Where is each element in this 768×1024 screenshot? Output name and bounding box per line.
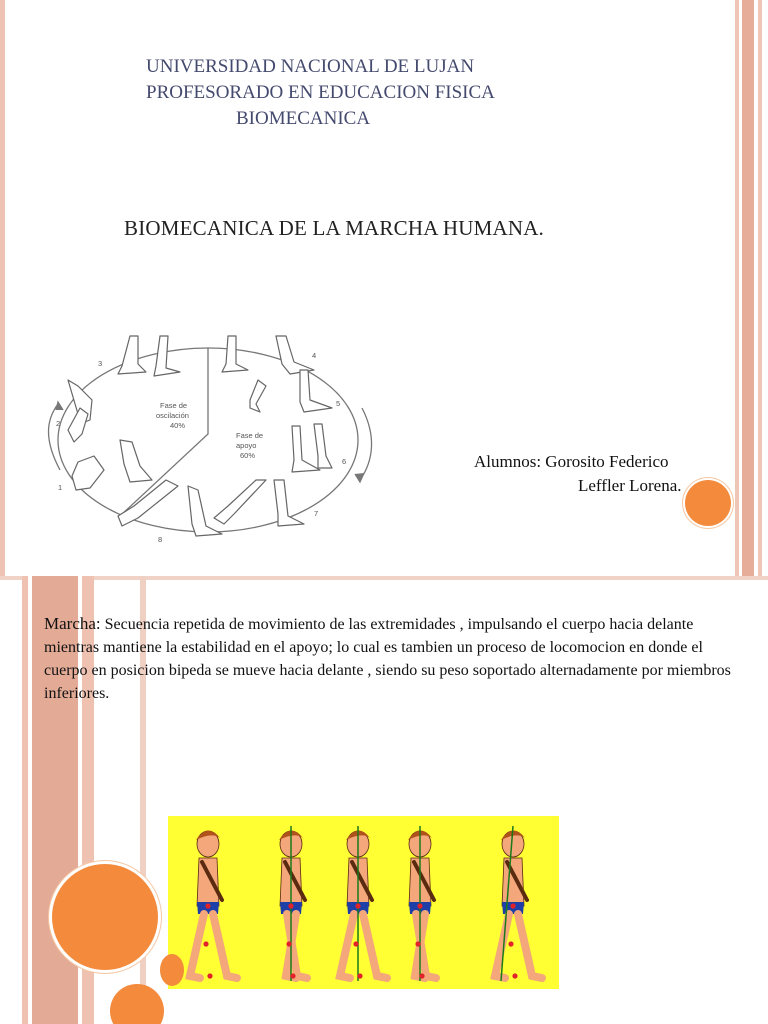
slide-title-text: BIOMECANICA DE LA MARCHA HUMANA.: [124, 216, 545, 240]
orange-circle-small: [160, 954, 184, 986]
leg-figure: [214, 480, 304, 526]
university-header: [146, 54, 495, 132]
authors-block: [474, 450, 682, 498]
step-number: 6: [342, 457, 347, 466]
definition-text: Secuencia repetida de movimiento de las extremidades , impulsando el cuerpo hacia delante mientras mantiene la estabilidad en el apoyo; lo cual es tambien un proceso de locomocion en donde el cuerpo en posicion bipeda se mueve hacia delante , siendo su peso soportado alternadamente por miembros inferiores.: [44, 616, 731, 702]
right-decor-bar-1: [735, 0, 739, 576]
orange-circle-large: [52, 864, 158, 970]
step-number: 1: [58, 483, 63, 492]
stance-phase-percent: 60%: [240, 451, 256, 460]
slide-definition: [0, 576, 768, 1024]
right-decor-bar-3: [758, 0, 762, 576]
left-border-bar: [0, 0, 5, 576]
header-line-program: PROFESORADO EN EDUCACION FISICA: [146, 82, 495, 103]
stance-phase-label-2: apoyo: [236, 441, 257, 450]
authors-line-2: Leffler Lorena.: [578, 476, 682, 495]
swing-phase-label-2: oscilación: [156, 411, 189, 420]
gait-cycle-diagram: [38, 330, 378, 550]
step-number: 7: [314, 509, 319, 518]
leg-figure: [222, 336, 317, 374]
step-number: 4: [312, 351, 317, 360]
step-number: 8: [158, 535, 163, 544]
header-line-subject: BIOMECANICA: [236, 108, 371, 129]
leg-figure: [250, 370, 332, 412]
leg-figure: [72, 440, 152, 490]
orange-circle-bottom: [110, 984, 164, 1024]
swing-phase-label: Fase de: [160, 401, 188, 410]
marcha-definition: [44, 612, 744, 705]
step-number: 5: [336, 399, 341, 408]
swing-phase-percent: 40%: [170, 421, 186, 430]
stance-phase-label: Fase de: [236, 431, 264, 440]
top-border-bar: [0, 576, 768, 580]
walking-sequence-figure: [168, 816, 559, 989]
definition-term: Marcha:: [44, 614, 101, 633]
leg-figure: [68, 380, 92, 442]
step-number: 2: [56, 419, 61, 428]
leg-figure: [118, 480, 222, 536]
leg-figure: [292, 424, 332, 472]
orange-circle-decor: [685, 480, 731, 526]
step-number: 3: [98, 359, 103, 368]
right-decor-bar-2: [742, 0, 754, 576]
right-cycle-arrow: [360, 408, 372, 480]
header-line-university: UNIVERSIDAD NACIONAL DE LUJAN: [146, 56, 475, 77]
authors-line-1: Alumnos: Gorosito Federico: [474, 452, 669, 471]
